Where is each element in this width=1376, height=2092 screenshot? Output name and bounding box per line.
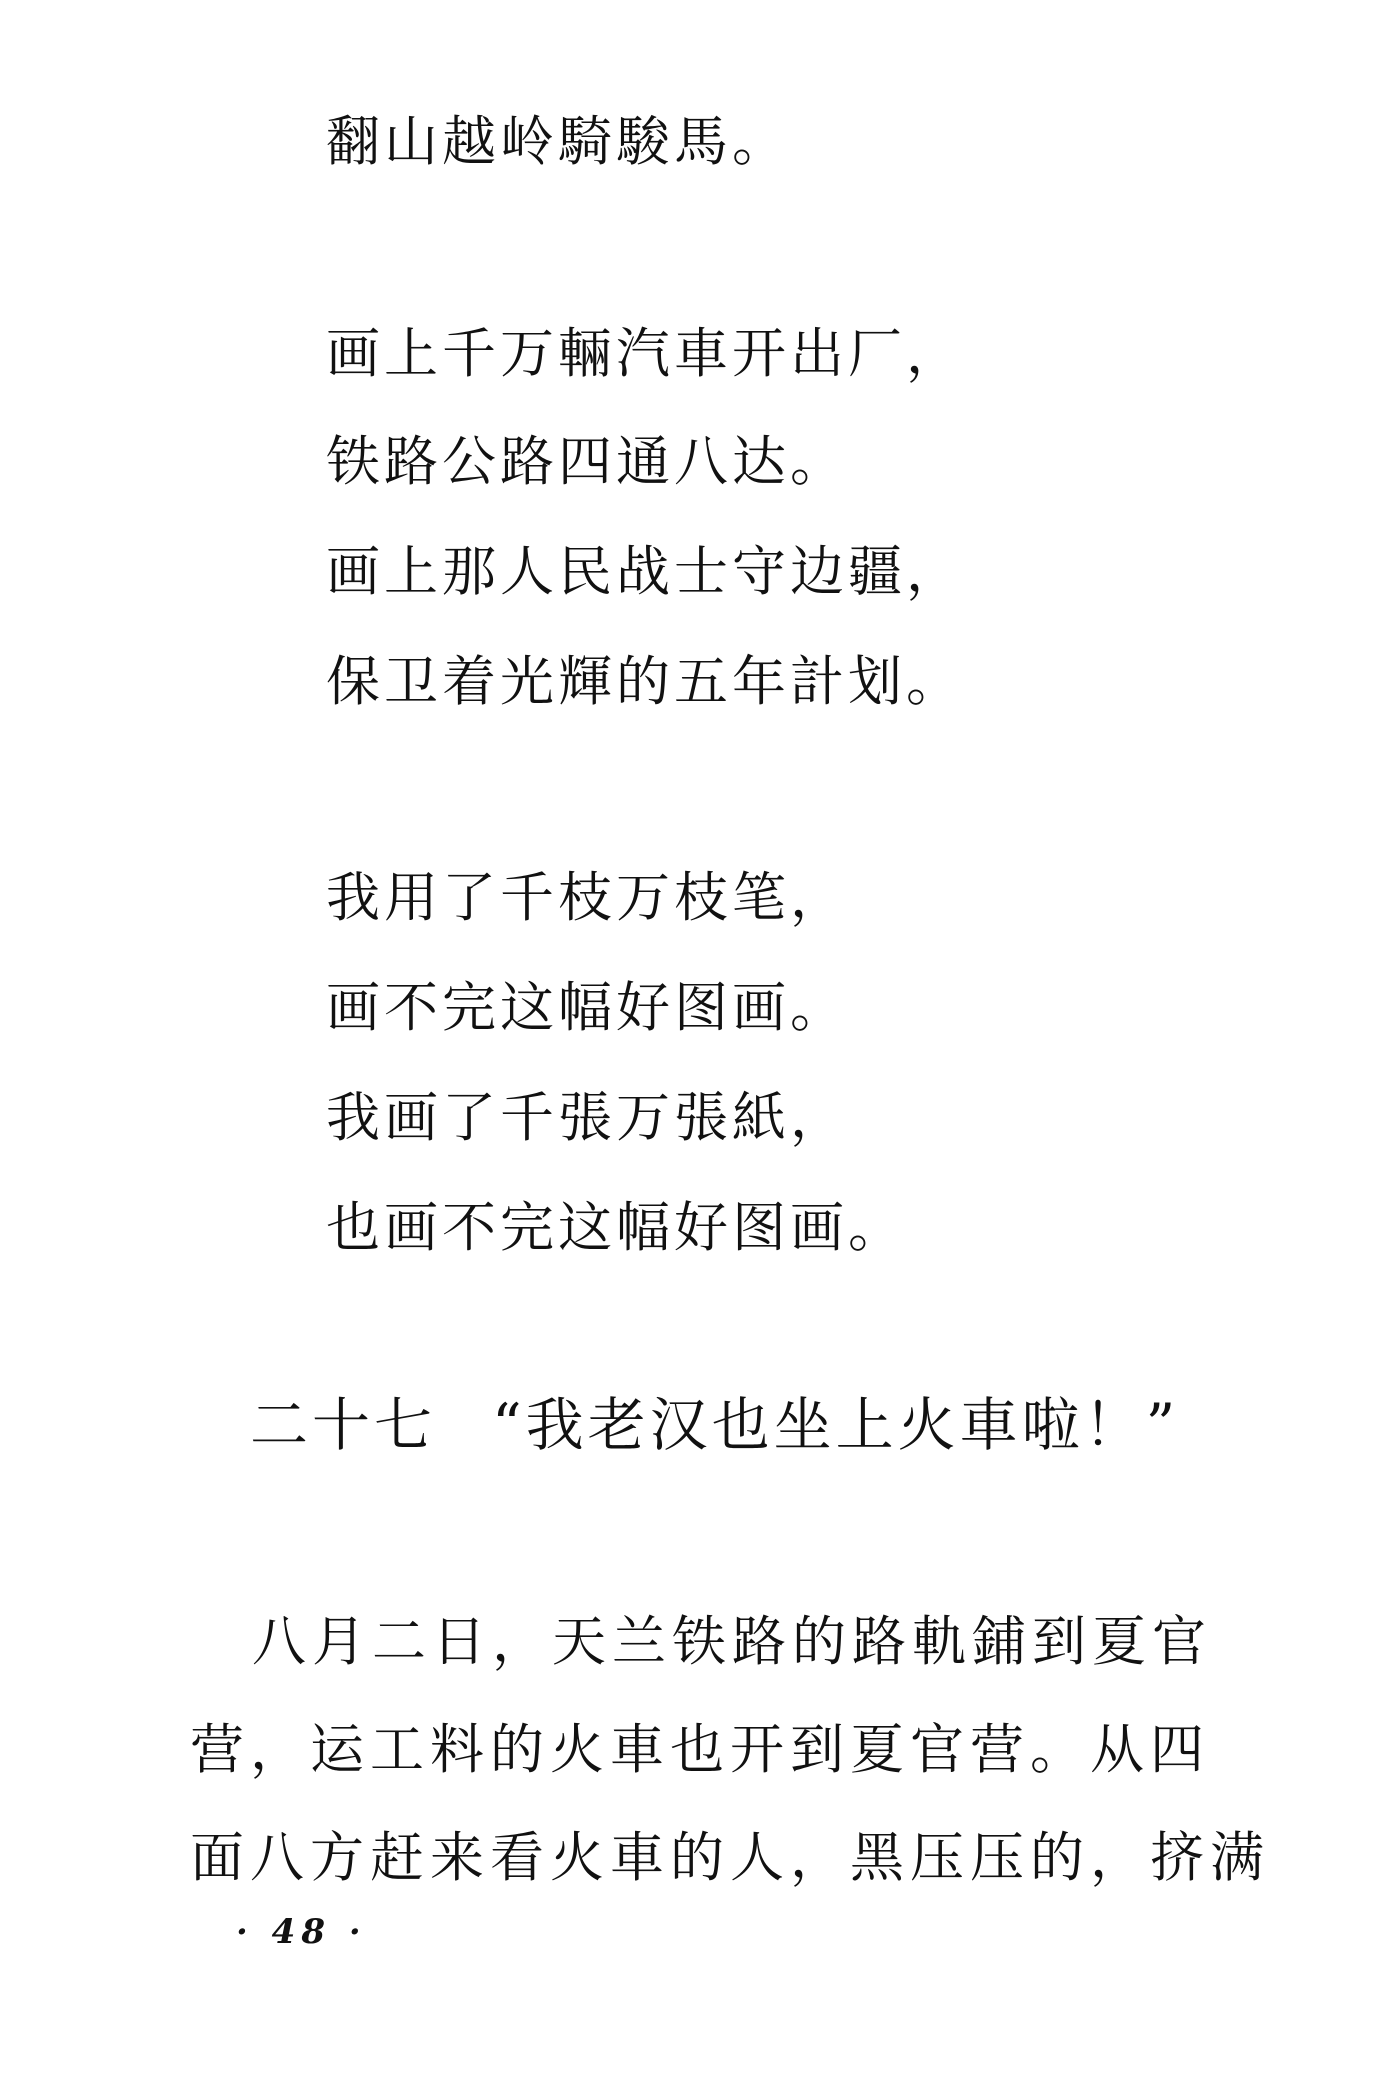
poem-line: 保卫着光輝的五年計划。 — [326, 650, 964, 713]
section-number: 二十七 — [250, 1391, 437, 1459]
poem-line: 铁路公路四通八达。 — [326, 430, 848, 493]
poem-line: 翻山越岭騎駿馬。 — [326, 110, 790, 173]
section-heading — [250, 1390, 1179, 1460]
poem-line: 画不完这幅好图画。 — [326, 976, 848, 1039]
paragraph-line: 面八方赶来看火車的人，黑压压的，挤满 — [190, 1826, 1270, 1889]
section-title: “我老汉也坐上火車啦！” — [492, 1391, 1180, 1459]
paragraph-line: 八月二日，天兰铁路的路軌鋪到夏官 — [252, 1610, 1212, 1673]
poem-line: 也画不完这幅好图画。 — [326, 1196, 906, 1259]
poem-line: 我画了千張万張紙， — [326, 1086, 848, 1149]
poem-line: 画上那人民战士守边疆， — [326, 540, 964, 603]
poem-line: 我用了千枝万枝笔， — [326, 866, 848, 929]
page-number: · 48 · — [236, 1912, 367, 1952]
paragraph-line: 营，运工料的火車也开到夏官营。从四 — [190, 1718, 1210, 1781]
poem-line: 画上千万輛汽車开出厂， — [326, 322, 964, 385]
